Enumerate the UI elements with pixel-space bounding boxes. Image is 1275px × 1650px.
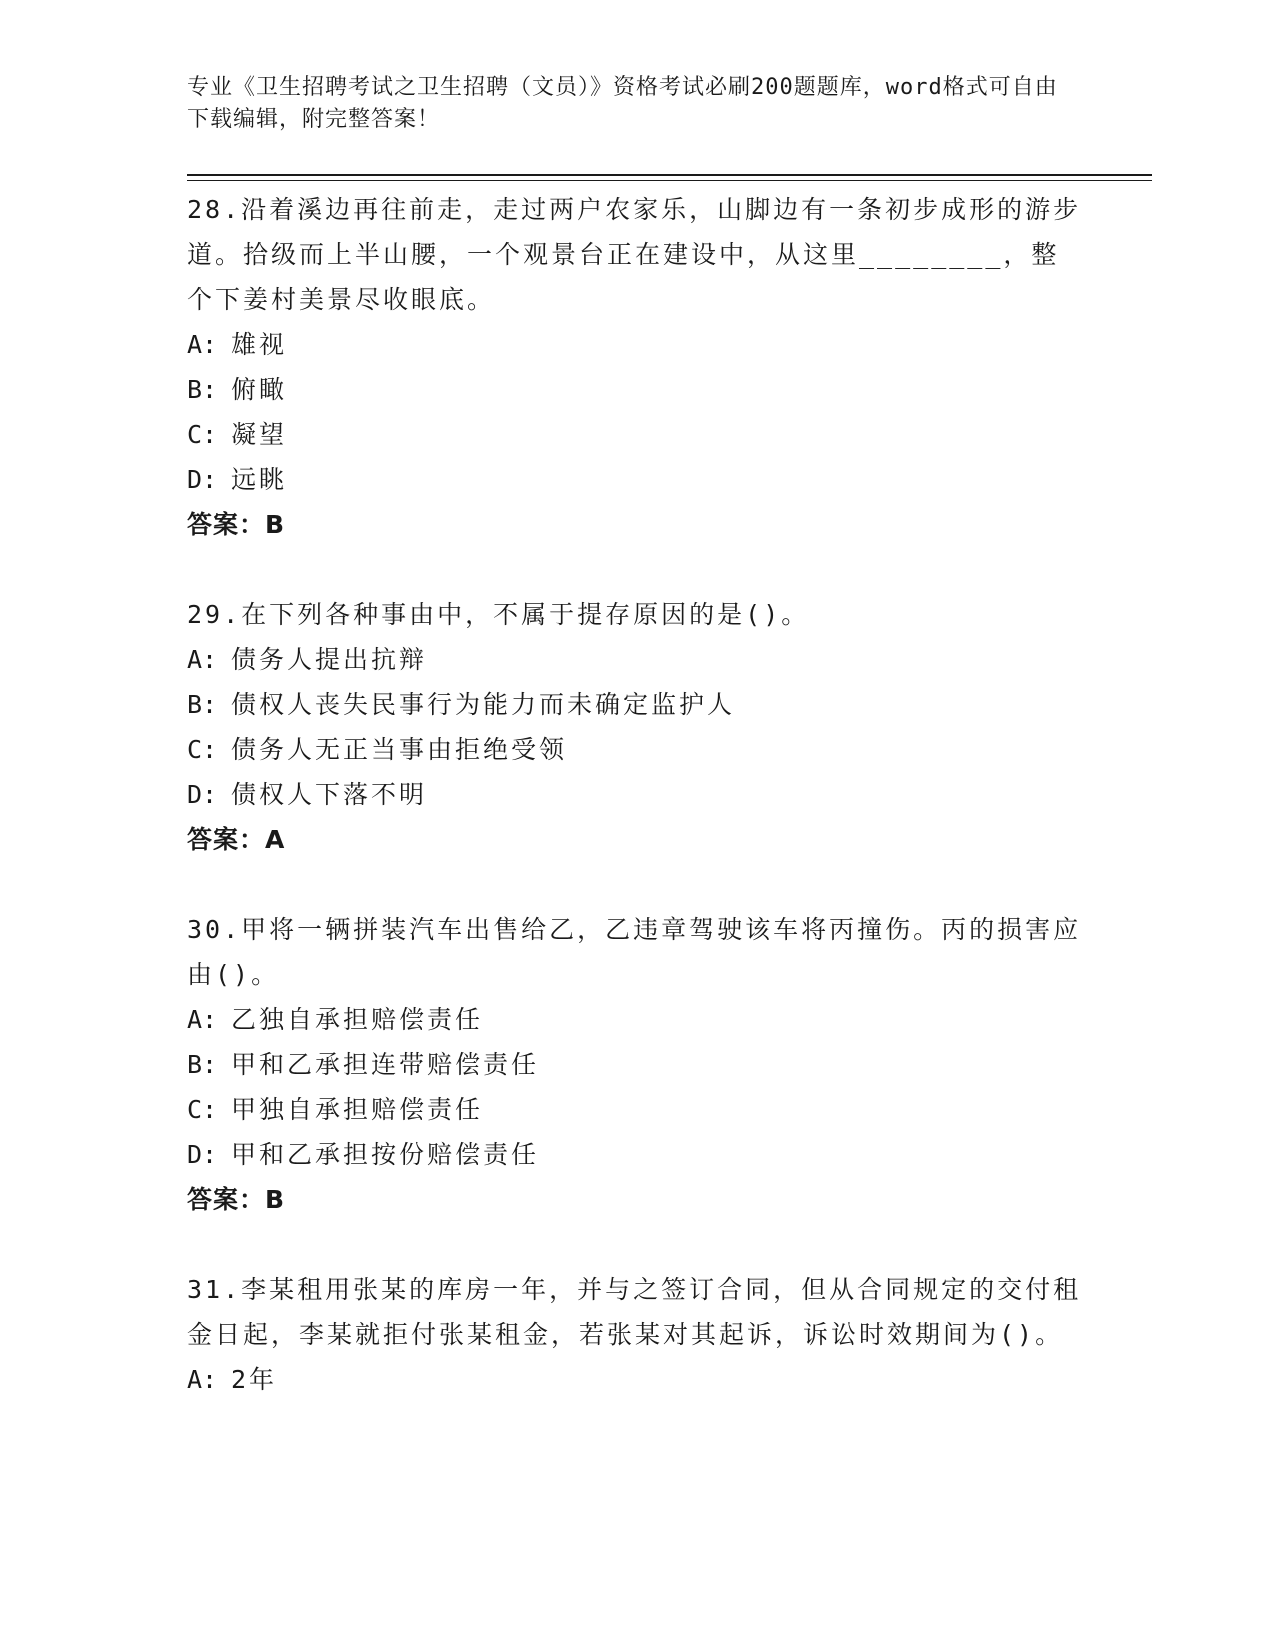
option-a (187, 997, 1087, 1042)
option-c (187, 412, 1087, 457)
option-key: A: (187, 330, 218, 359)
option-text: 甲独自承担赔偿责任 (231, 1095, 484, 1124)
option-text: 债权人丧失民事行为能力而未确定监护人 (231, 690, 736, 719)
option-key: C: (187, 735, 218, 764)
option-d (187, 1132, 1087, 1177)
spacer (187, 1222, 1087, 1267)
option-text: 债务人无正当事由拒绝受领 (231, 735, 568, 764)
option-text: 甲和乙承担连带赔偿责任 (231, 1050, 540, 1079)
option-b (187, 367, 1087, 412)
option-d (187, 457, 1087, 502)
option-key: B: (187, 1050, 218, 1079)
option-text: 凝望 (231, 420, 288, 449)
option-key: C: (187, 420, 218, 449)
option-a (187, 637, 1087, 682)
option-text: 债权人下落不明 (231, 780, 428, 809)
option-d (187, 772, 1087, 817)
question-stem: 31.李某租用张某的库房一年，并与之签订合同，但从合同规定的交付租金日起，李某就拒付张某租金，若张某对其起诉，诉讼时效期间为()。 (187, 1275, 1082, 1349)
option-key: C: (187, 1095, 218, 1124)
option-b (187, 682, 1087, 727)
option-key: D: (187, 780, 218, 809)
option-key: A: (187, 645, 218, 674)
option-a (187, 1357, 1087, 1402)
option-text: 俯瞰 (231, 375, 288, 404)
question-28 (187, 187, 1087, 547)
question-list (187, 187, 1087, 1402)
question-stem: 29.在下列各种事由中，不属于提存原因的是()。 (187, 600, 810, 629)
question-29 (187, 592, 1087, 862)
option-text: 雄视 (231, 330, 288, 359)
question-30 (187, 907, 1087, 1222)
option-a (187, 322, 1087, 367)
option-text: 债务人提出抗辩 (231, 645, 428, 674)
option-text: 乙独自承担赔偿责任 (231, 1005, 484, 1034)
header-divider-thin (187, 180, 1152, 181)
option-c (187, 1087, 1087, 1132)
option-key: A: (187, 1005, 218, 1034)
option-key: B: (187, 375, 218, 404)
option-text: 远眺 (231, 465, 288, 494)
spacer (187, 862, 1087, 907)
option-key: D: (187, 465, 218, 494)
option-text: 甲和乙承担按份赔偿责任 (231, 1140, 540, 1169)
question-31 (187, 1267, 1087, 1402)
option-b (187, 1042, 1087, 1087)
option-key: D: (187, 1140, 218, 1169)
page-header: 专业《卫生招聘考试之卫生招聘（文员）》资格考试必刷200题题库，word格式可自由下载编辑，附完整答案！ (187, 75, 1058, 132)
spacer (187, 547, 1087, 592)
answer-line: 答案：A (187, 825, 286, 854)
answer-line: 答案：B (187, 1185, 286, 1214)
option-c (187, 727, 1087, 772)
option-key: A: (187, 1365, 218, 1394)
option-text: 2年 (231, 1365, 278, 1394)
question-stem: 30.甲将一辆拼装汽车出售给乙，乙违章驾驶该车将丙撞伤。丙的损害应由()。 (187, 915, 1082, 989)
answer-line: 答案：B (187, 510, 286, 539)
question-stem: 28.沿着溪边再往前走，走过两户农家乐，山脚边有一条初步成形的游步道。拾级而上半山腰，一个观景台正在建设中，从这里________，整个下姜村美景尽收眼底。 (187, 195, 1082, 314)
option-key: B: (187, 690, 218, 719)
header-divider (187, 174, 1152, 176)
